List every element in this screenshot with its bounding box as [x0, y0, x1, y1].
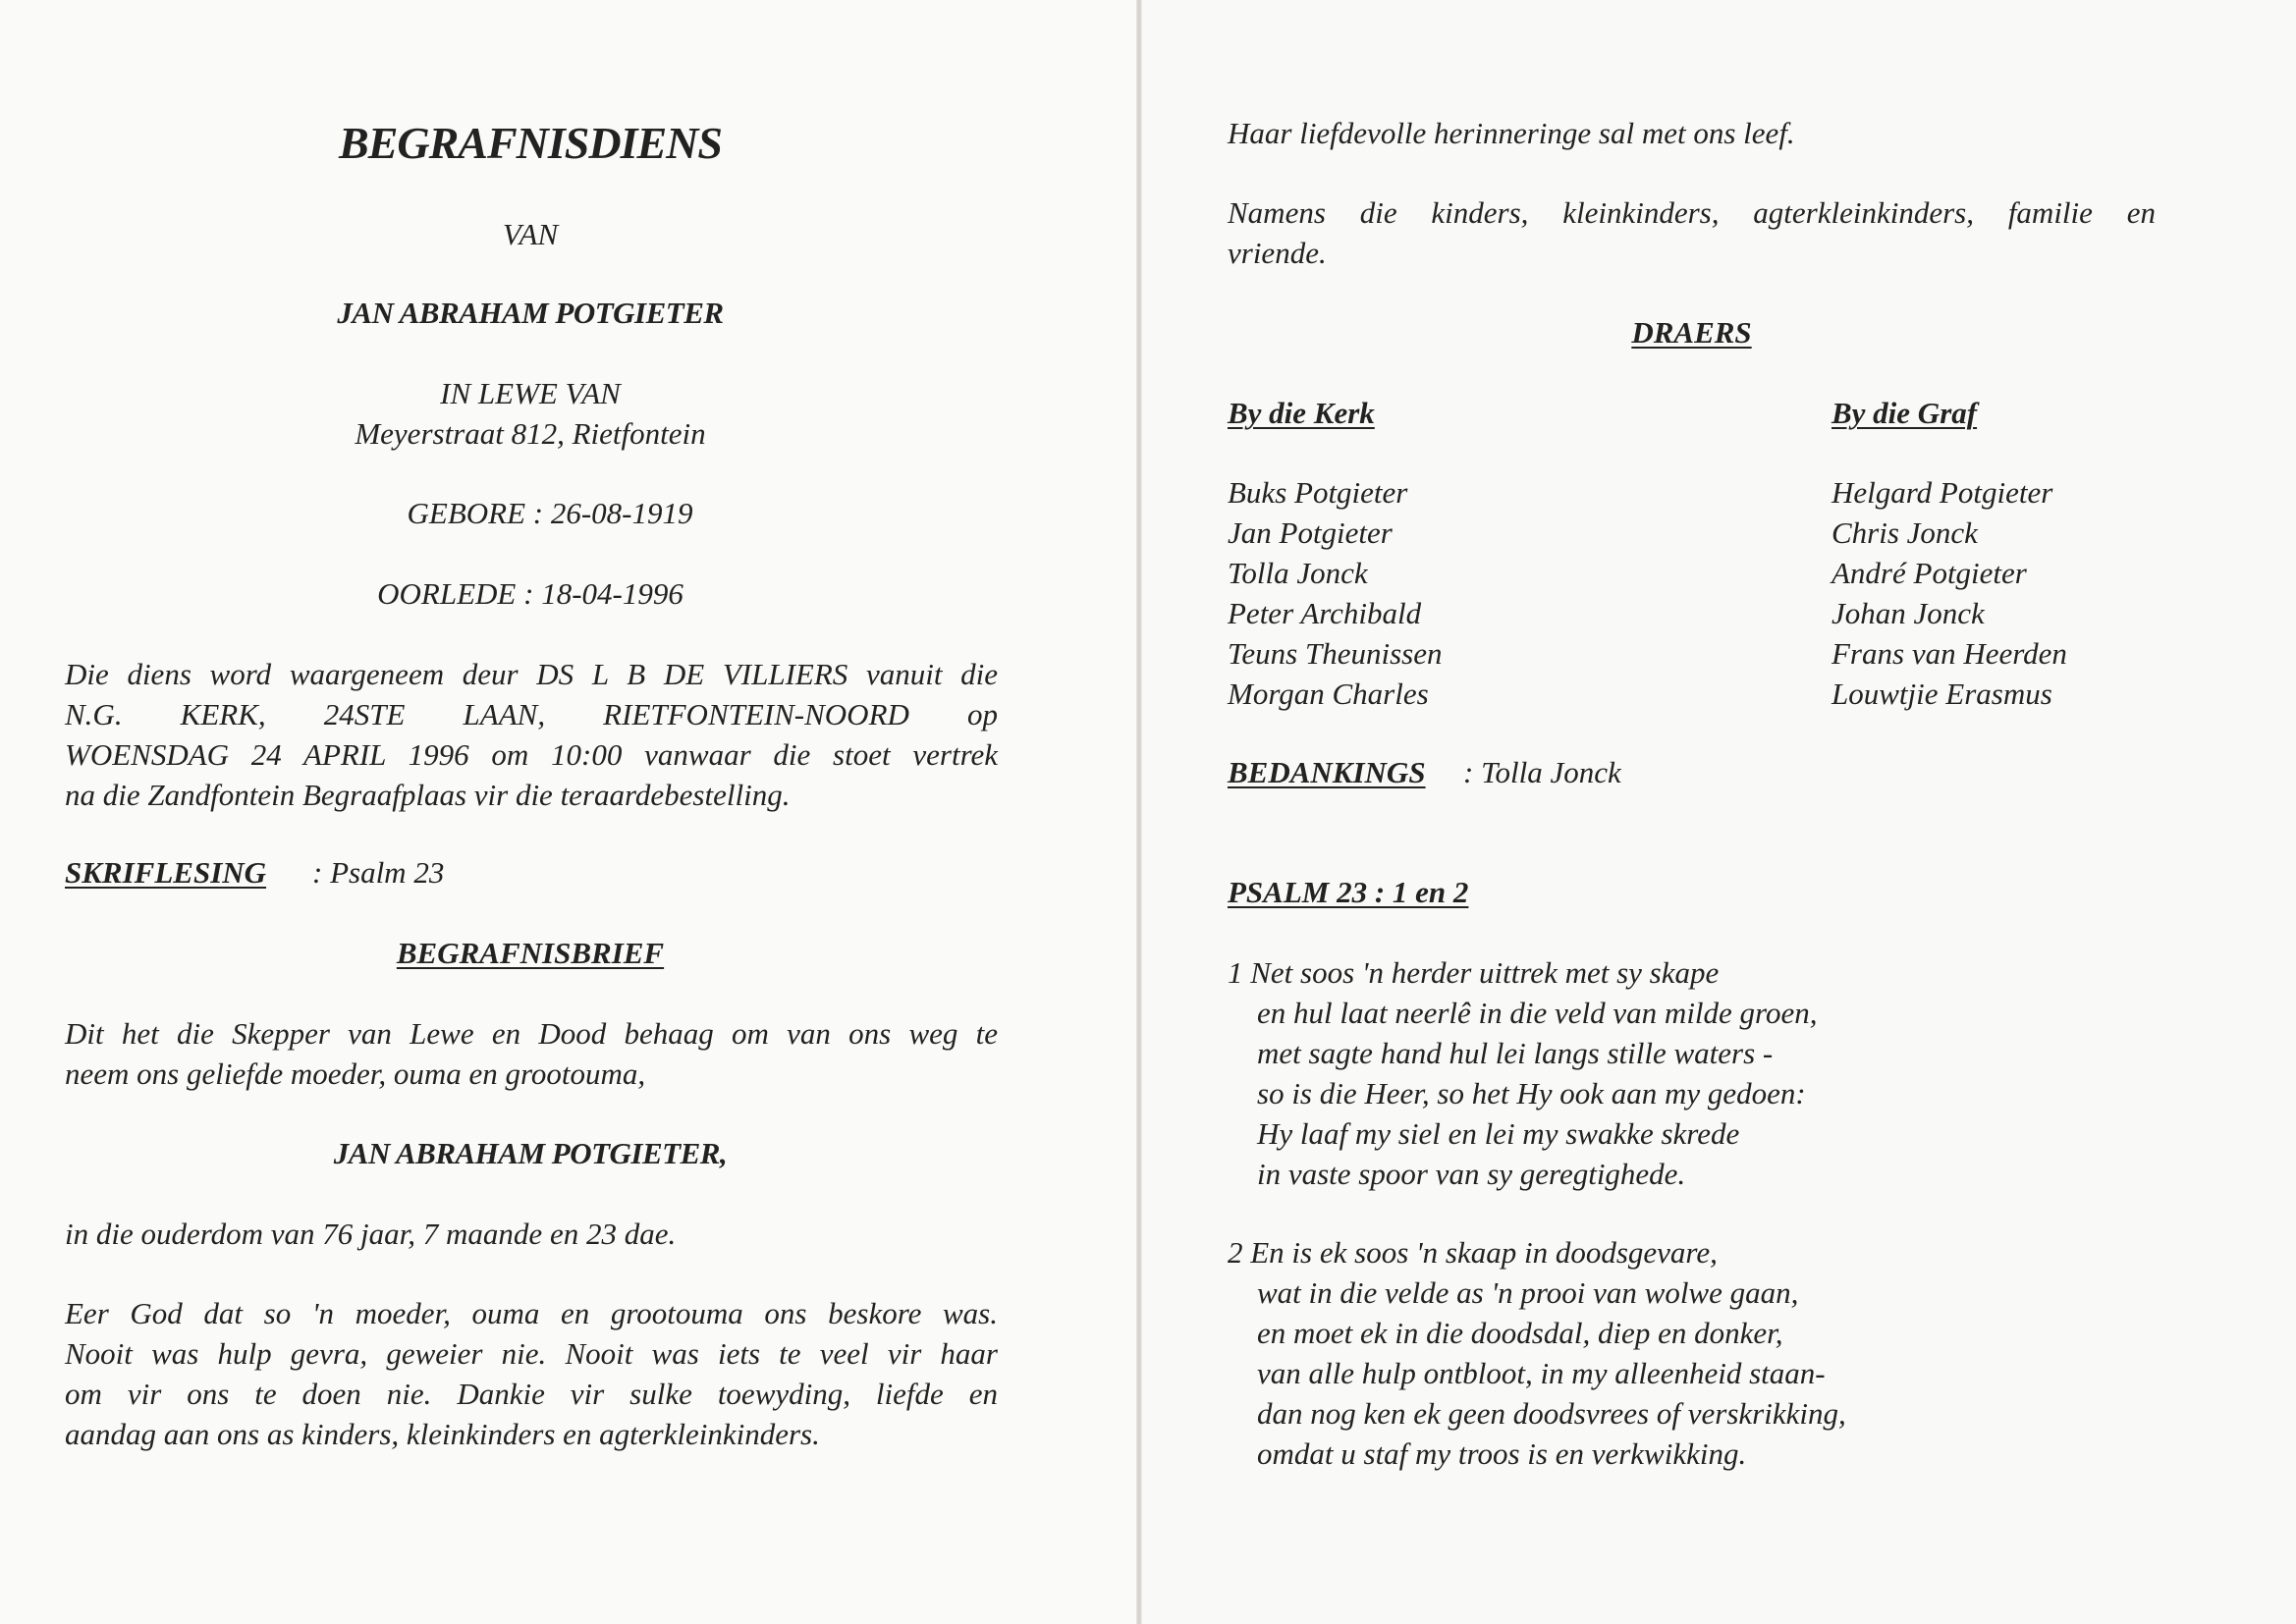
tribute-line: Eer God dat so 'n moeder, ouma en grootouma ons beskore was. [65, 1296, 998, 1330]
bearer-name: Teuns Theunissen [1228, 636, 1443, 671]
letter-text [65, 1013, 998, 1094]
bearer-name: Johan Jonck [1831, 596, 1985, 630]
bearer-name: Peter Archibald [1228, 596, 1422, 630]
tribute-text [65, 1293, 998, 1454]
bearer-name: Chris Jonck [1831, 515, 1978, 550]
skriflesing-label: SKRIFLESING [65, 855, 267, 890]
in-lewe-van: IN LEWE VAN [440, 376, 621, 410]
bearer-name: Louwtjie Erasmus [1831, 677, 2052, 711]
letter-line: neem ons geliefde moeder, ouma en grootouma, [65, 1056, 646, 1091]
verse-line: wat in die velde as 'n prooi van wolwe gaan, [1257, 1275, 1799, 1310]
bedankings-label: BEDANKINGS [1228, 755, 1426, 789]
verse-line: dan nog ken ek geen doodsvrees of verskrikking, [1257, 1396, 1846, 1431]
bearer-name: Jan Potgieter [1228, 515, 1393, 550]
service-line: Die diens word waargeneem deur DS L B DE VILLIERS vanuit die [65, 657, 998, 691]
verse-line: en hul laat neerlê in die veld van milde groen, [1257, 996, 1818, 1030]
service-line: WOENSDAG 24 APRIL 1996 om 10:00 vanwaar die stoet vertrek [65, 737, 998, 772]
bearer-name: Buks Potgieter [1228, 475, 1408, 510]
deceased-name: JAN ABRAHAM POTGIETER [337, 296, 724, 330]
verse-line: in vaste spoor van sy geregtighede. [1257, 1157, 1686, 1191]
graf-bearers-list [1831, 472, 2067, 714]
namens-line: Namens die kinders, kleinkinders, agterkleinkinders, familie en [1228, 195, 2156, 230]
psalm-verse-2 [1228, 1232, 1846, 1474]
verse-line: en moet ek in die doodsdal, diep en donker, [1257, 1316, 1783, 1350]
memory-line: Haar liefdevolle herinneringe sal met ons leef. [1228, 116, 1795, 150]
tribute-line: om vir ons te doen nie. Dankie vir sulke toewyding, liefde en [65, 1377, 998, 1411]
verse-line: omdat u staf my troos is en verkwikking. [1257, 1436, 1747, 1471]
bearer-name: André Potgieter [1831, 556, 2027, 590]
service-line: N.G. KERK, 24STE LAAN, RIETFONTEIN-NOORD op [65, 697, 998, 731]
verse-line: 1 Net soos 'n herder uittrek met sy skape [1228, 955, 1720, 990]
service-details [65, 654, 998, 815]
namens-text [1228, 192, 2156, 273]
van-label: VAN [502, 217, 559, 251]
draers-heading: DRAERS [1631, 315, 1752, 350]
bearer-name: Helgard Potgieter [1831, 475, 2053, 510]
page-fold [1136, 0, 1142, 1624]
namens-line: vriende. [1228, 236, 1327, 270]
verse-line: van alle hulp ontbloot, in my alleenheid staan- [1257, 1356, 1826, 1390]
kerk-heading: By die Kerk [1228, 396, 1375, 430]
psalm-verse-1 [1228, 952, 1817, 1194]
verse-line: Hy laaf my siel en lei my swakke skrede [1257, 1116, 1740, 1151]
tribute-line: aandag aan ons as kinders, kleinkinders en agterkleinkinders. [65, 1417, 820, 1451]
service-line: na die Zandfontein Begraafplaas vir die teraardebestelling. [65, 778, 791, 812]
kerk-bearers-list [1228, 472, 1442, 714]
bearer-name: Frans van Heerden [1831, 636, 2067, 671]
verse-line: so is die Heer, so het Hy ook aan my gedoen: [1257, 1076, 1806, 1110]
skriflesing-value: : Psalm 23 [312, 855, 445, 890]
birth-date: GEBORE : 26-08-1919 [407, 496, 693, 530]
verse-line: met sagte hand hul lei langs stille waters - [1257, 1036, 1774, 1070]
bedankings-value: : Tolla Jonck [1463, 755, 1621, 789]
bearer-name: Morgan Charles [1228, 677, 1429, 711]
tribute-line: Nooit was hulp gevra, geweier nie. Nooit was iets te veel vir haar [65, 1336, 998, 1371]
death-date: OORLEDE : 18-04-1996 [377, 576, 683, 611]
psalm-heading: PSALM 23 : 1 en 2 [1228, 875, 1469, 909]
verse-line: 2 En is ek soos 'n skaap in doodsgevare, [1228, 1235, 1718, 1270]
address: Meyerstraat 812, Rietfontein [355, 416, 706, 451]
service-title: BEGRAFNISDIENS [339, 118, 722, 168]
age-line: in die ouderdom van 76 jaar, 7 maande en 23 dae. [65, 1217, 677, 1251]
letter-line: Dit het die Skepper van Lewe en Dood behaag om van ons weg te [65, 1016, 998, 1051]
begrafnisbrief-heading: BEGRAFNISBRIEF [396, 936, 665, 970]
deceased-name-repeat: JAN ABRAHAM POTGIETER, [333, 1136, 728, 1170]
graf-heading: By die Graf [1831, 396, 1978, 430]
bearer-name: Tolla Jonck [1228, 556, 1368, 590]
